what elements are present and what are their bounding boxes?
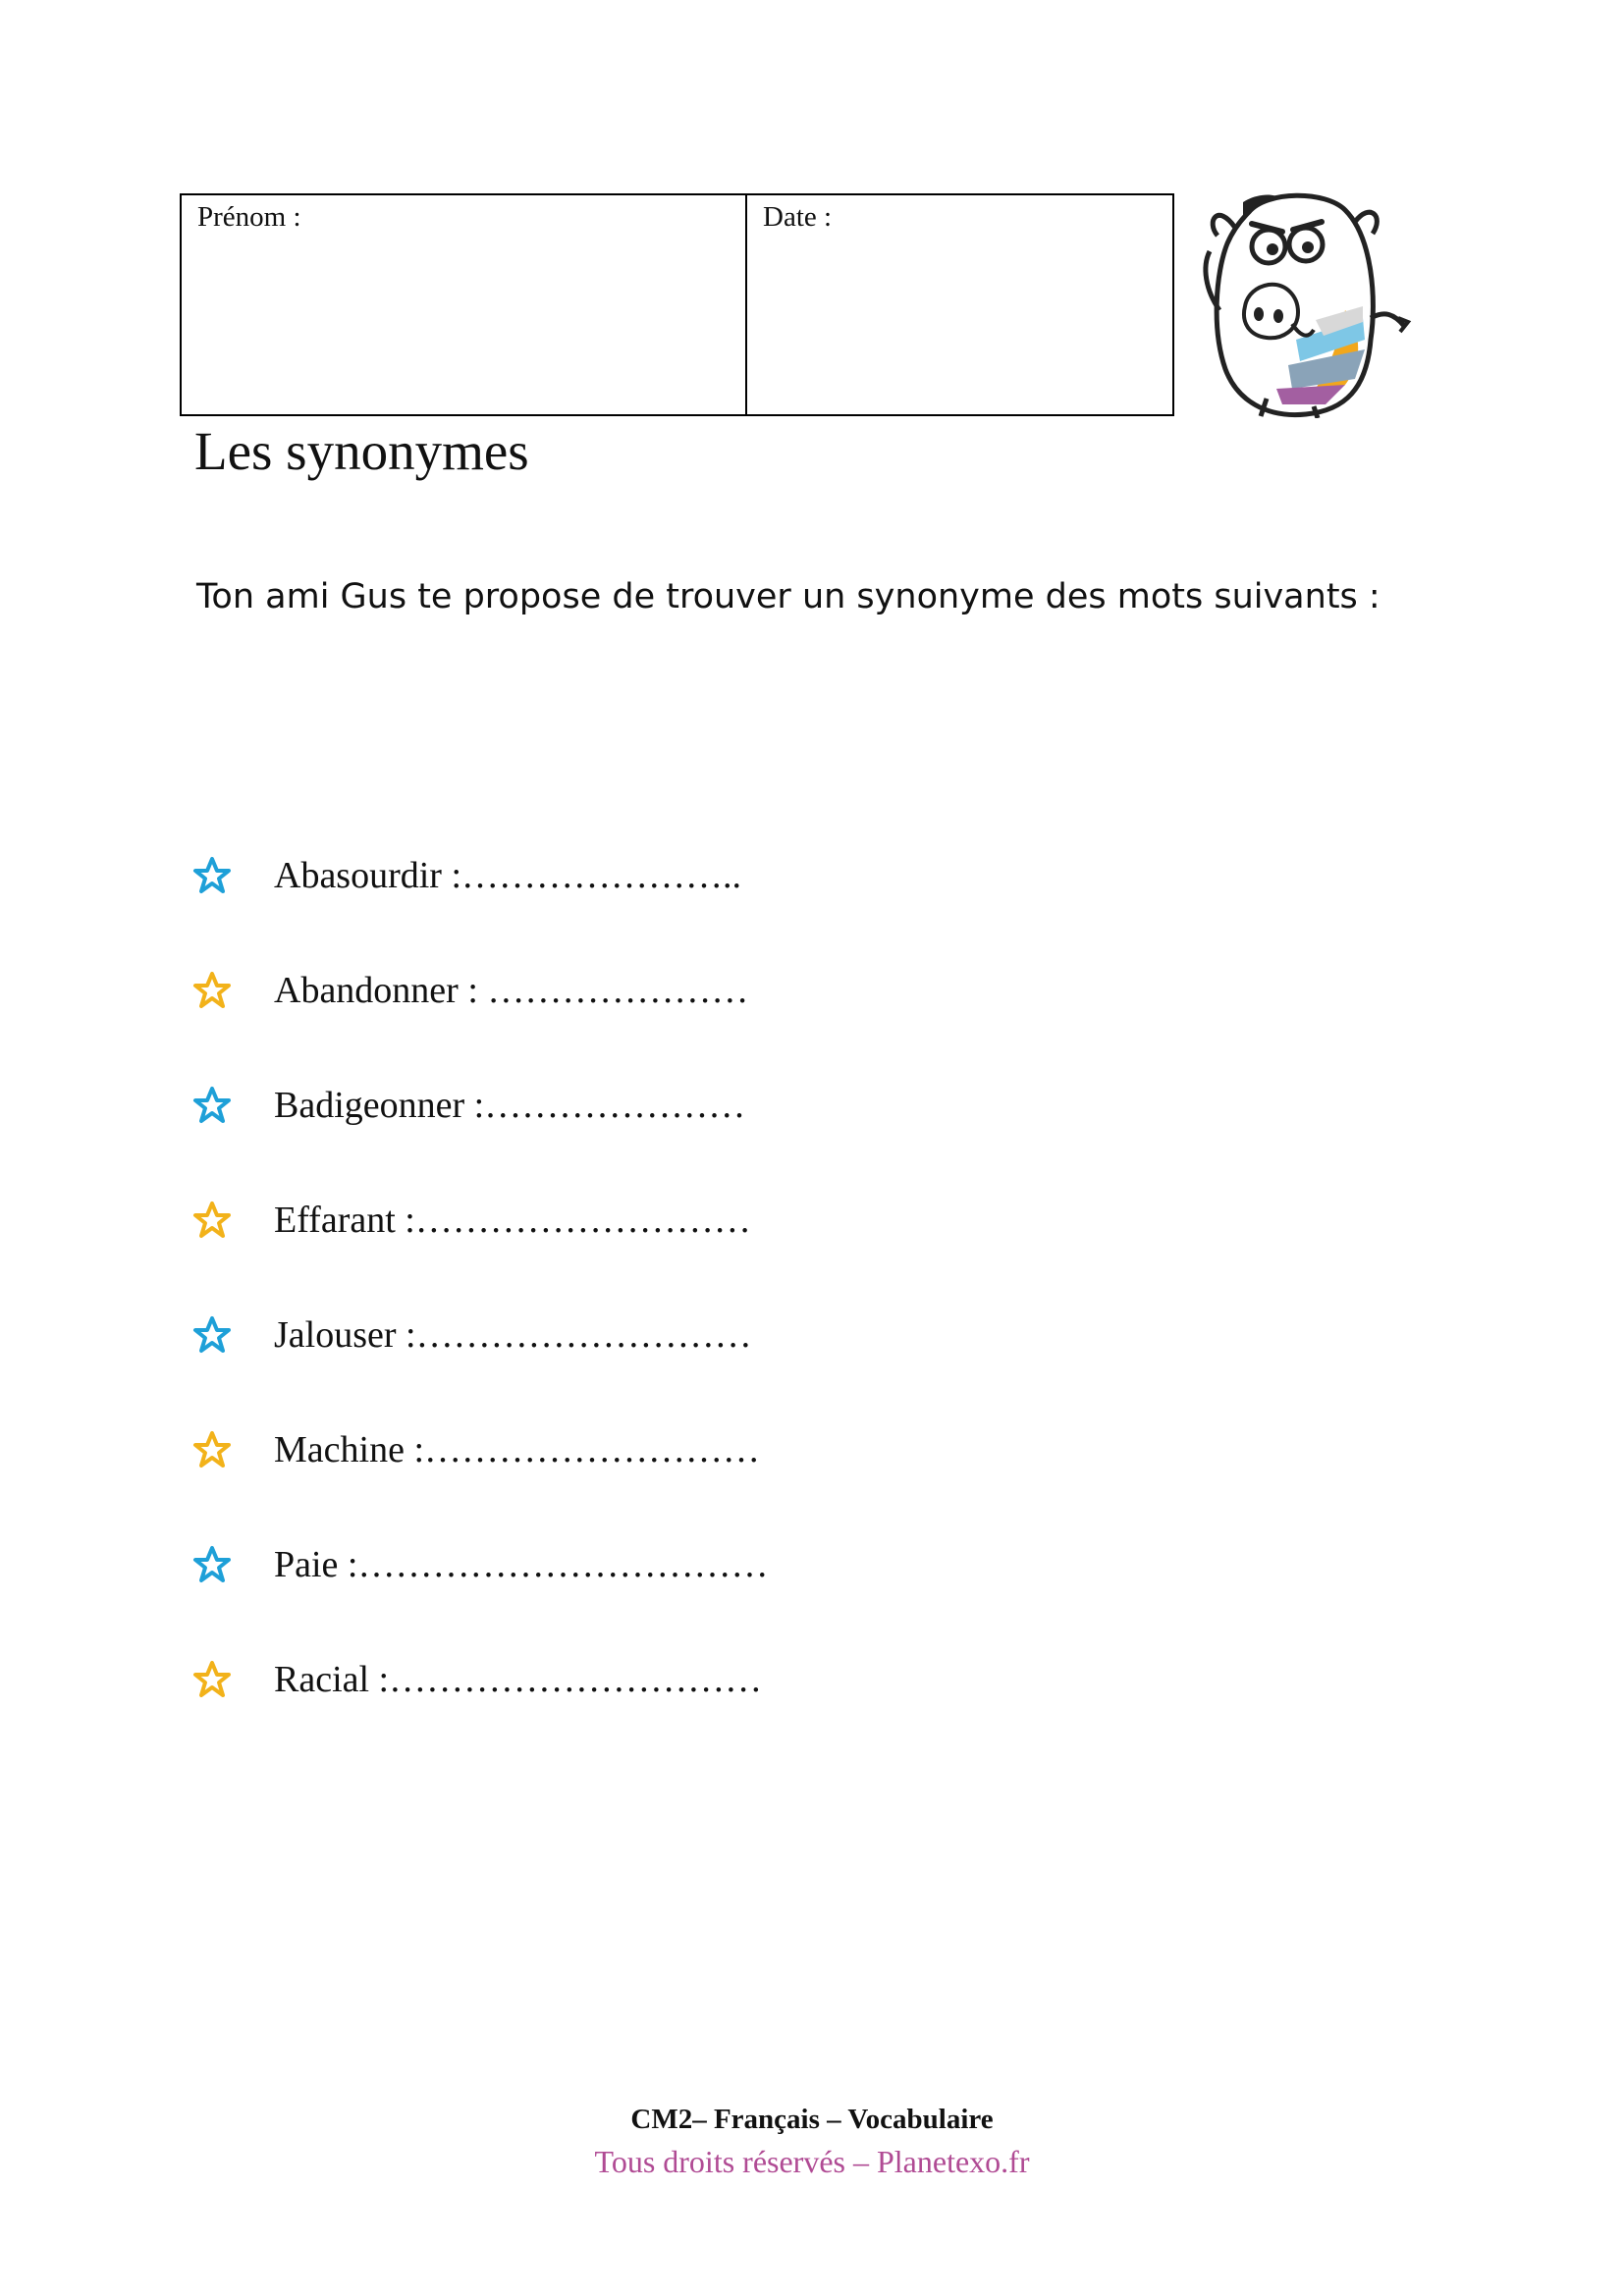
list-item-text: Jalouser :……………………… xyxy=(274,1314,752,1356)
list-item-text: Badigeonner :………………… xyxy=(274,1085,746,1126)
star-icon xyxy=(192,1430,232,1469)
footer-subject: CM2– Français – Vocabulaire xyxy=(630,2104,994,2135)
prenom-field[interactable] xyxy=(182,195,747,414)
page-title: Les synonymes xyxy=(194,421,529,481)
list-item[interactable] xyxy=(192,1076,746,1135)
list-item[interactable] xyxy=(192,1535,769,1594)
list-item[interactable] xyxy=(192,1191,751,1250)
sheep-mascot-icon xyxy=(1198,192,1416,418)
date-field[interactable] xyxy=(747,195,1172,414)
star-icon xyxy=(192,1086,232,1125)
star-icon xyxy=(192,971,232,1010)
list-item-text: Machine :……………………… xyxy=(274,1429,761,1470)
list-item[interactable] xyxy=(192,1420,761,1479)
list-item-text: Effarant :……………………… xyxy=(274,1200,751,1241)
star-icon xyxy=(192,1201,232,1240)
date-label: Date : xyxy=(763,201,833,233)
star-icon xyxy=(192,1545,232,1584)
instruction-text: Ton ami Gus te propose de trouver un synonyme des mots suivants : xyxy=(196,577,1380,616)
list-item-text: Abasourdir :………………….. xyxy=(274,855,742,896)
name-date-box xyxy=(180,193,1174,416)
star-icon xyxy=(192,1660,232,1699)
star-icon xyxy=(192,1315,232,1355)
star-icon xyxy=(192,856,232,895)
list-item[interactable] xyxy=(192,846,742,905)
list-item[interactable] xyxy=(192,1306,752,1364)
list-item-text: Paie :…………………………… xyxy=(274,1544,769,1585)
list-item[interactable] xyxy=(192,1650,763,1709)
prenom-label: Prénom : xyxy=(197,201,301,233)
list-item-text: Racial :………………………… xyxy=(274,1659,763,1700)
list-item-text: Abandonner : ………………… xyxy=(274,970,749,1011)
footer-rights-link[interactable]: Tous droits réservés – Planetexo.fr xyxy=(594,2144,1030,2179)
list-item[interactable] xyxy=(192,961,749,1020)
